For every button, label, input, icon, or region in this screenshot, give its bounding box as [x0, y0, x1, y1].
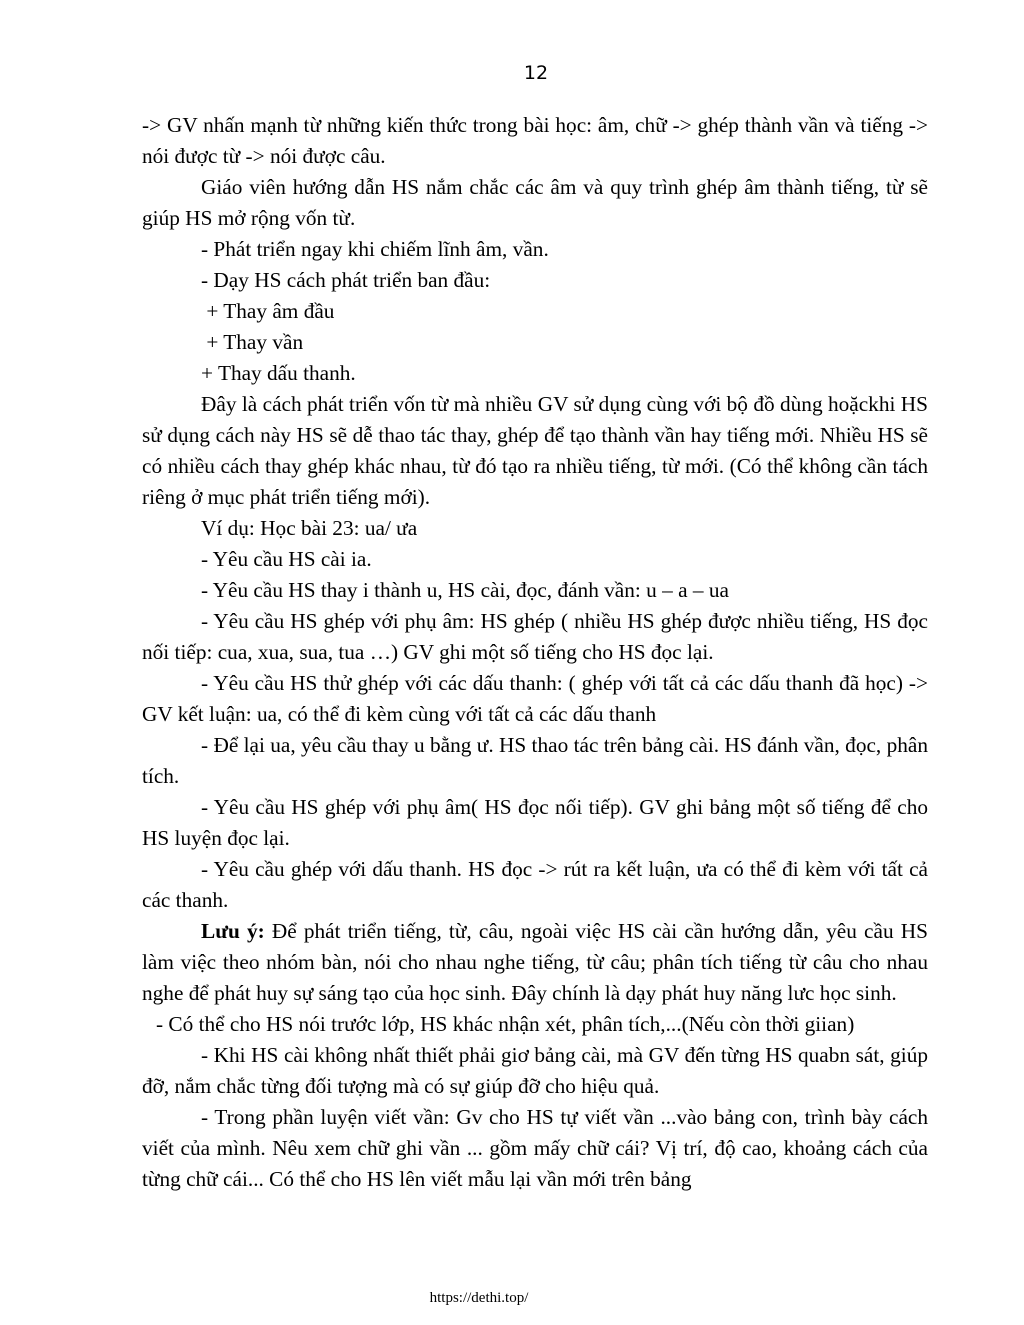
- paragraph: - Yêu cầu HS cài ia.: [201, 547, 372, 571]
- paragraph: - Trong phần luyện viết vần: Gv cho HS tự viết vần ...vào bảng con, trình bày cách viết của mình. Nêu xem chữ ghi vần ... gồm mấy chữ cái? Vị trí, độ cao, khoảng cách của từng chữ cái... Có thể cho HS lên viết mẫu lại vần mới trên bảng: [142, 1105, 928, 1191]
- paragraph: - Yêu cầu ghép với dấu thanh. HS đọc -> rút ra kết luận, ưa có thể đi kèm với tất cả các thanh.: [142, 857, 928, 912]
- paragraph: - Phát triển ngay khi chiếm lĩnh âm, vần.: [201, 237, 549, 261]
- paragraph: - Có thể cho HS nói trước lớp, HS khác nhận xét, phân tích,...(Nếu còn thời giian): [156, 1012, 855, 1036]
- note-text: Để phát triển tiếng, từ, câu, ngoài việc HS cài cần hướng dẫn, yêu cầu HS làm việc theo nhóm bàn, nói cho nhau nghe tiếng, từ câu; phân tích tiếng từ câu cho nhau nghe để phát huy sự sáng tạo của học sinh. Đây chính là dạy phát huy năng lưc học sinh.: [142, 919, 928, 1005]
- paragraph: + Thay vần: [201, 330, 304, 354]
- paragraph: Đây là cách phát triển vốn từ mà nhiều GV sử dụng cùng với bộ đồ dùng hoặckhi HS sử dụng cách này HS sẽ dễ thao tác thay, ghép để tạo thành vần hay tiếng mới. Nhiều HS sẽ có nhiều cách thay ghép khác nhau, từ đó tạo ra nhiều tiếng, từ mới. (Có thể không cần tách riêng ở mục phát triển tiếng mới).: [142, 392, 928, 509]
- note-label: Lưu ý:: [201, 919, 265, 943]
- paragraph: - Để lại ua, yêu cầu thay u bằng ư. HS thao tác trên bảng cài. HS đánh vần, đọc, phân tích.: [142, 733, 928, 788]
- paragraph: -> GV nhấn mạnh từ những kiến thức trong bài học: âm, chữ -> ghép thành vần và tiếng -> nói được từ -> nói được câu.: [142, 113, 928, 168]
- note-paragraph: [142, 916, 928, 1009]
- paragraph: - Yêu cầu HS ghép với phụ âm( HS đọc nối tiếp). GV ghi bảng một số tiếng để cho HS luyện đọc lại.: [142, 795, 928, 850]
- page-number: 12: [523, 62, 549, 84]
- paragraph: - Dạy HS cách phát triển ban đầu:: [201, 268, 491, 292]
- paragraph: - Yêu cầu HS thay i thành u, HS cài, đọc, đánh vần: u – a – ua: [201, 578, 729, 602]
- paragraph: + Thay âm đầu: [201, 299, 335, 323]
- paragraph: Ví dụ: Học bài 23: ua/ ưa: [201, 516, 418, 540]
- document-body: [142, 110, 928, 1195]
- paragraph: - Yêu cầu HS ghép với phụ âm: HS ghép ( nhiều HS ghép được nhiều tiếng, HS đọc nối tiếp: cua, xua, sua, tua …) GV ghi một số tiếng cho HS đọc lại.: [142, 609, 928, 664]
- paragraph: Giáo viên hướng dẫn HS nắm chắc các âm và quy trình ghép âm thành tiếng, từ sẽ giúp HS mở rộng vốn từ.: [142, 175, 928, 230]
- paragraph: - Khi HS cài không nhất thiết phải giơ bảng cài, mà GV đến từng HS quabn sát, giúp đỡ, nắm chắc từng đối tượng mà có sự giúp đỡ cho hiệu quả.: [142, 1043, 928, 1098]
- footer-url: https://dethi.top/: [429, 1290, 529, 1306]
- paragraph: + Thay dấu thanh.: [201, 361, 356, 385]
- paragraph: - Yêu cầu HS thử ghép với các dấu thanh: ( ghép với tất cả các dấu thanh đã học) -> GV kết luận: ua, có thể đi kèm cùng với tất cả các dấu thanh: [142, 671, 928, 726]
